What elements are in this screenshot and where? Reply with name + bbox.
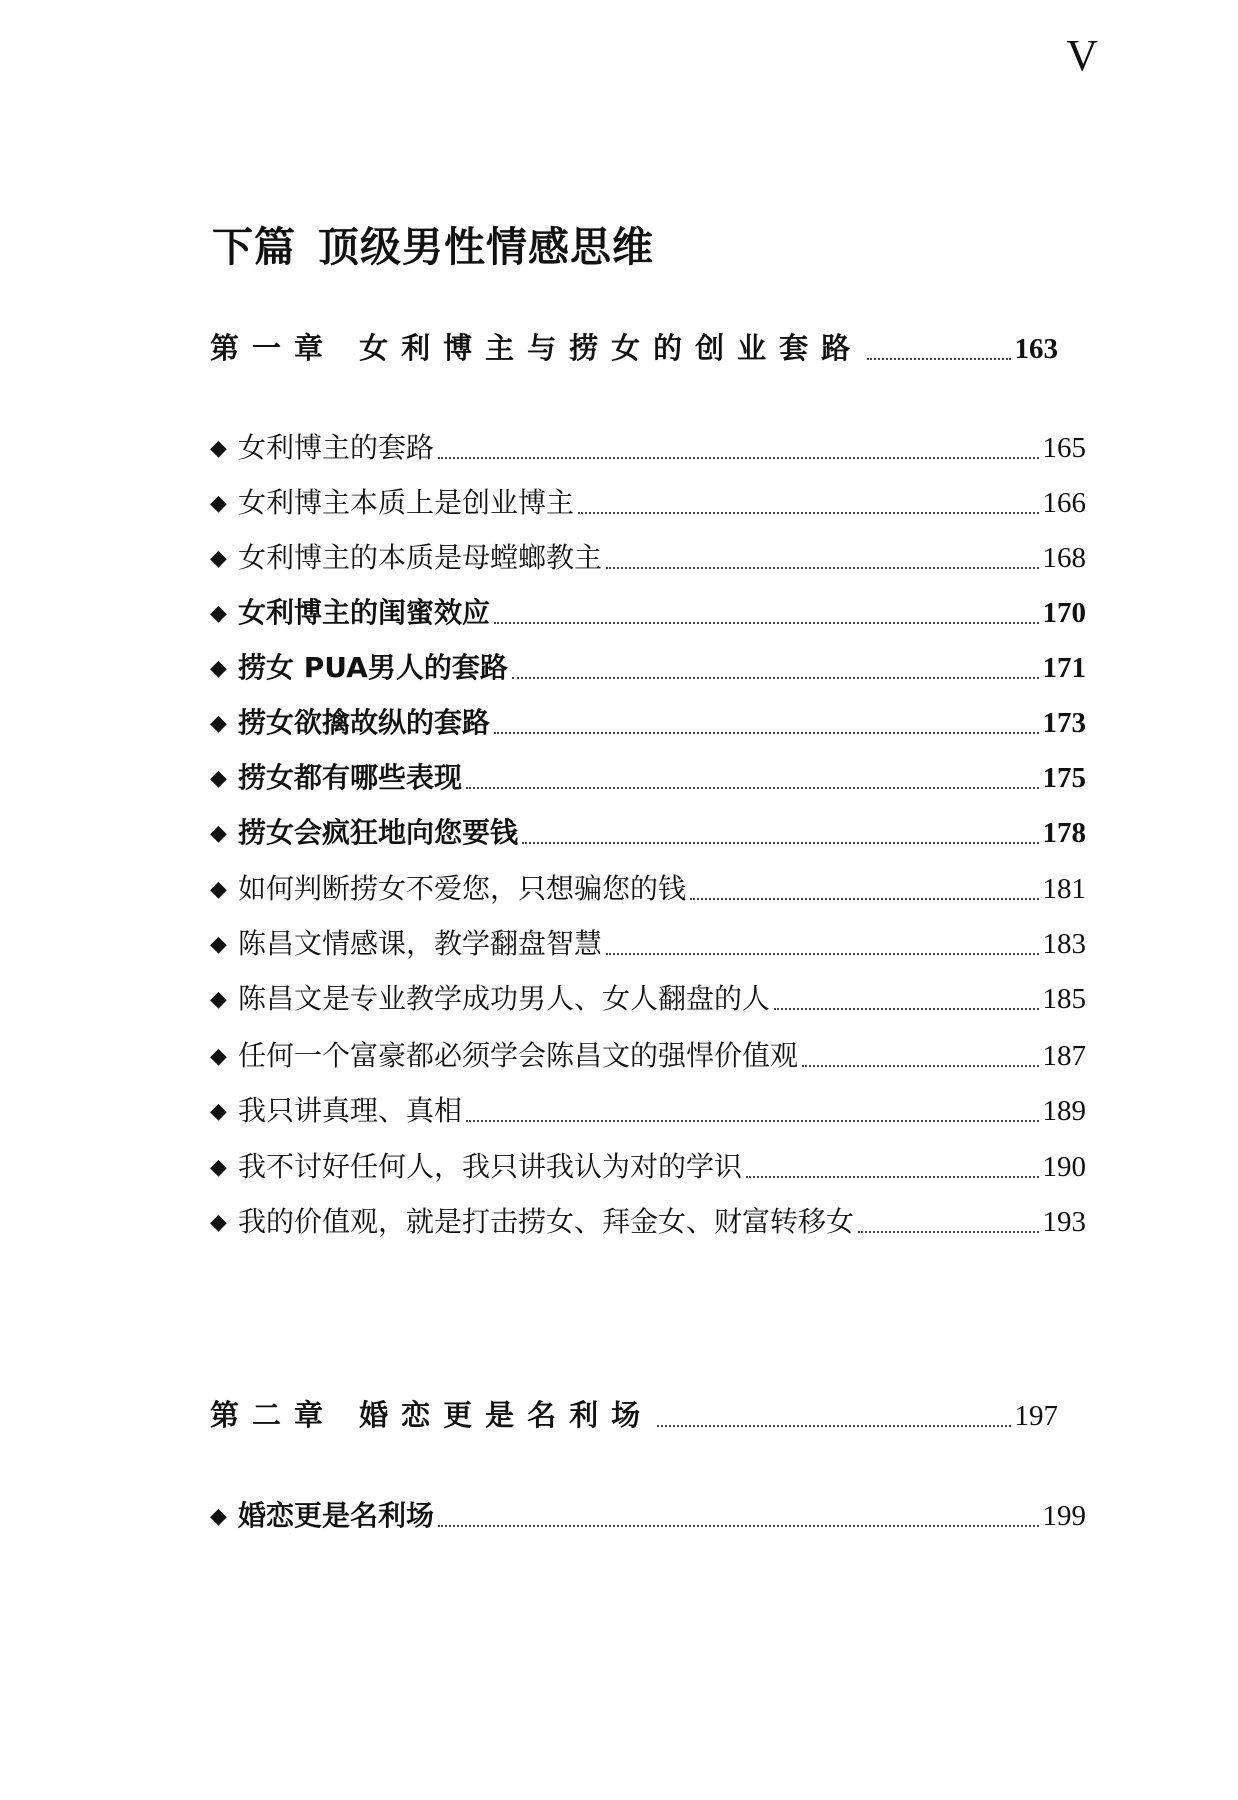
leader-dots [512, 677, 1039, 679]
toc-entry-title: 我的价值观，就是打击捞女、拜金女、财富转移女 [238, 1205, 855, 1238]
diamond-bullet-icon: ◆ [210, 601, 227, 626]
diamond-bullet-icon: ◆ [210, 1155, 227, 1180]
diamond-bullet-icon: ◆ [210, 491, 227, 516]
diamond-bullet-icon: ◆ [210, 821, 227, 846]
toc-entry-title: 婚恋更是名利场 [238, 1499, 435, 1532]
diamond-bullet-icon: ◆ [210, 546, 227, 571]
part-heading: 顶级男性情感思维 [318, 223, 654, 271]
toc-entry-title: 捞女 PUA男人的套路 [238, 651, 508, 684]
leader-dots [466, 787, 1038, 789]
chapter-2-heading[interactable] [210, 1393, 1058, 1434]
toc-entry[interactable] [210, 867, 1086, 907]
toc-entry-page: 175 [1042, 762, 1086, 794]
leader-dots [606, 567, 1038, 569]
leader-dots [522, 842, 1038, 844]
page-number: V [1066, 31, 1098, 80]
toc-entry-page: 183 [1042, 928, 1086, 960]
part-title [212, 214, 654, 273]
leader-dots [494, 732, 1038, 734]
chapter-1-page: 163 [1014, 333, 1058, 365]
toc-entry-page: 189 [1042, 1095, 1086, 1127]
leader-dots [438, 457, 1038, 459]
diamond-bullet-icon: ◆ [210, 1504, 227, 1529]
toc-entry-page: 193 [1042, 1206, 1086, 1238]
chapter-2-page: 197 [1014, 1400, 1058, 1432]
toc-entry[interactable] [210, 481, 1086, 521]
toc-entry[interactable] [210, 536, 1086, 576]
toc-entry-page: 170 [1042, 597, 1086, 629]
toc-entry-title: 陈昌文情感课，教学翻盘智慧 [238, 927, 603, 960]
diamond-bullet-icon: ◆ [210, 711, 227, 736]
toc-entry-page: 190 [1042, 1151, 1086, 1183]
diamond-bullet-icon: ◆ [210, 436, 227, 461]
toc-entry-page: 173 [1042, 707, 1086, 739]
toc-entry[interactable] [210, 426, 1086, 466]
toc-entry-title: 任何一个富豪都必须学会陈昌文的强悍价值观 [238, 1039, 799, 1072]
toc-entry-title: 陈昌文是专业教学成功男人、女人翻盘的人 [238, 982, 771, 1015]
leader-dots [774, 1008, 1038, 1010]
toc-entry[interactable] [210, 1034, 1086, 1074]
leader-dots [578, 512, 1038, 514]
toc-entry-page: 199 [1042, 1500, 1086, 1532]
toc-entry[interactable] [210, 1200, 1086, 1240]
diamond-bullet-icon: ◆ [210, 932, 227, 957]
diamond-bullet-icon: ◆ [210, 1210, 227, 1235]
toc-entry-page: 171 [1042, 652, 1086, 684]
diamond-bullet-icon: ◆ [210, 987, 227, 1012]
leader-dots [657, 1425, 1010, 1427]
leader-dots [867, 358, 1010, 360]
toc-entry[interactable] [210, 811, 1086, 851]
toc-entry[interactable] [210, 756, 1086, 796]
leader-dots [746, 1176, 1038, 1178]
toc-entry-page: 181 [1042, 873, 1086, 905]
diamond-bullet-icon: ◆ [210, 656, 227, 681]
toc-entry-title: 女利博主本质上是创业博主 [238, 486, 575, 519]
leader-dots [466, 1120, 1038, 1122]
leader-dots [858, 1231, 1038, 1233]
diamond-bullet-icon: ◆ [210, 766, 227, 791]
toc-entry[interactable] [210, 1494, 1086, 1534]
toc-entry-page: 168 [1042, 542, 1086, 574]
chapter-1-title: 第一章 女利博主与捞女的创业套路 [210, 331, 864, 365]
toc-entry-title: 女利博主的闺蜜效应 [238, 596, 491, 629]
leader-dots [494, 622, 1038, 624]
chapter-1-heading[interactable] [210, 326, 1058, 367]
diamond-bullet-icon: ◆ [210, 1099, 227, 1124]
toc-entry-page: 185 [1042, 983, 1086, 1015]
toc-entry-page: 165 [1042, 432, 1086, 464]
toc-entry-title: 捞女欲擒故纵的套路 [238, 706, 491, 739]
leader-dots [438, 1525, 1038, 1527]
toc-entry-title: 捞女会疯狂地向您要钱 [238, 816, 519, 849]
diamond-bullet-icon: ◆ [210, 1044, 227, 1069]
part-label: 下篇 [212, 223, 296, 271]
toc-entry-title: 捞女都有哪些表现 [238, 761, 463, 794]
toc-entry-page: 178 [1042, 817, 1086, 849]
toc-entry-title: 女利博主的套路 [238, 431, 435, 464]
toc-entry-page: 166 [1042, 487, 1086, 519]
toc-entry-title: 如何判断捞女不爱您，只想骗您的钱 [238, 872, 687, 905]
toc-entry-title: 女利博主的本质是母螳螂教主 [238, 541, 603, 574]
toc-entry[interactable] [210, 1089, 1086, 1129]
toc-entry[interactable] [210, 977, 1086, 1017]
toc-entry-page: 187 [1042, 1040, 1086, 1072]
toc-entry[interactable] [210, 1145, 1086, 1185]
leader-dots [802, 1065, 1038, 1067]
toc-entry-title: 我只讲真理、真相 [238, 1094, 463, 1127]
toc-entry-title: 我不讨好任何人，我只讲我认为对的学识 [238, 1150, 743, 1183]
leader-dots [606, 953, 1038, 955]
diamond-bullet-icon: ◆ [210, 877, 227, 902]
toc-entry[interactable] [210, 591, 1086, 631]
leader-dots [690, 898, 1038, 900]
toc-entry[interactable] [210, 701, 1086, 741]
toc-entry[interactable] [210, 646, 1086, 686]
chapter-2-title: 第二章 婚恋更是名利场 [210, 1398, 654, 1432]
toc-entry[interactable] [210, 922, 1086, 962]
